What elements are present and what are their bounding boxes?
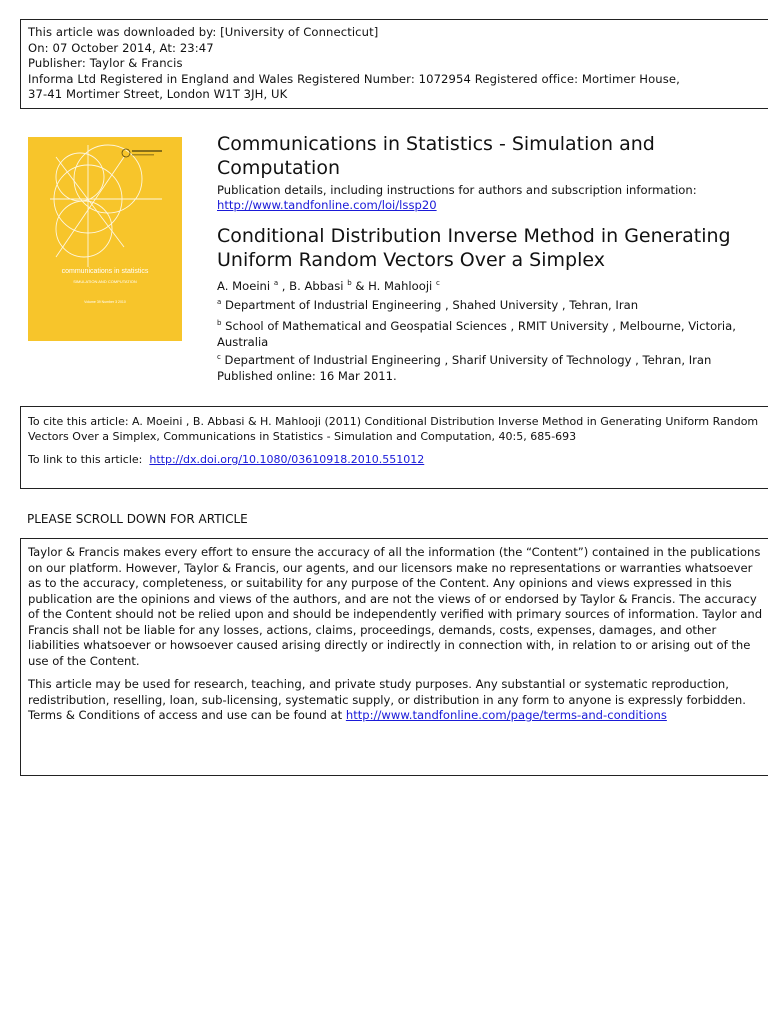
affiliation-b bbox=[217, 315, 737, 350]
author-name: A. Moeini bbox=[217, 279, 271, 293]
affiliation-text: Department of Industrial Engineering , Shahed University , Tehran, Iran bbox=[224, 298, 639, 312]
journal-title: Communications in Statistics - Simulation and Computation bbox=[217, 133, 655, 179]
affiliation-sup: b bbox=[217, 319, 222, 327]
author-name: B. Abbasi bbox=[289, 279, 344, 293]
author-name: H. Mahlooji bbox=[368, 279, 433, 293]
journal-url-link[interactable]: http://www.tandfonline.com/loi/lssp20 bbox=[217, 198, 437, 212]
terms-link[interactable]: http://www.tandfonline.com/page/terms-and-conditions bbox=[345, 708, 667, 722]
article-link-line bbox=[28, 452, 768, 467]
terms-paragraph bbox=[28, 677, 768, 724]
download-date-line: On: 07 October 2014, At: 23:47 bbox=[28, 40, 214, 55]
author-affil-sup: a bbox=[273, 279, 279, 287]
author-separator: & bbox=[351, 279, 369, 293]
disclaimer-paragraph: Taylor & Francis makes every effort to ensure the accuracy of all the information (the “Content”) contained in the publications on our platform. However, Taylor & Francis, our agents, and our licensors make no representations or warranties whatsoever as to the accuracy, completeness, or suitability for any purpose of the Content. Any opinions and views expressed in this publication are the opinions and views of the authors, and are not the views of or endorsed by Taylor & Francis. The accuracy of the Content should not be relied upon and should be independently verified with primary sources of information. Taylor and Francis shall not be liable for any losses, actions, claims, proceedings, demands, costs, expenses, damages, and other liabilities whatsoever or howsoever caused arising directly or indirectly in connection with, in relation to or arising out of the use of the Content. bbox=[28, 545, 763, 668]
publisher-line: Publisher: Taylor & Francis bbox=[28, 56, 183, 71]
cover-artwork bbox=[28, 137, 182, 341]
published-date: Published online: 16 Mar 2011. bbox=[217, 369, 397, 383]
affiliation-text: Department of Industrial Engineering , Sharif University of Technology , Tehran, Iran bbox=[224, 353, 712, 367]
scroll-down-notice: PLEASE SCROLL DOWN FOR ARTICLE bbox=[27, 512, 248, 526]
cover-subtitle: SIMULATION AND COMPUTATION bbox=[73, 279, 137, 284]
affiliation-text: School of Mathematical and Geospatial Sciences , RMIT University , Melbourne, Victoria, Australia bbox=[217, 319, 736, 349]
citation-box bbox=[20, 406, 768, 489]
download-info-box bbox=[20, 19, 768, 109]
author-separator: , bbox=[278, 279, 290, 293]
affiliation-sup: a bbox=[217, 298, 222, 306]
terms-text: This article may be used for research, teaching, and private study purposes. Any substantial or systematic reproduction, redistribution, reselling, loan, sub-licensing, systematic supply, or distribution in any form to anyone is expressly forbidden. Terms & Conditions of access and use can be found at bbox=[28, 677, 746, 722]
cover-issue: Volume 39 Number 3 2010 bbox=[84, 300, 126, 304]
author-list bbox=[217, 275, 440, 294]
article-title: Conditional Distribution Inverse Method in Generating Uniform Random Vectors Over a Simplex bbox=[217, 225, 731, 271]
address-line: 37-41 Mortimer Street, London W1T 3JH, UK bbox=[28, 87, 288, 102]
journal-cover-image bbox=[28, 137, 182, 341]
author-affil-sup: c bbox=[435, 279, 440, 287]
author-affil-sup: b bbox=[347, 279, 352, 287]
affiliation-a bbox=[217, 294, 737, 313]
article-link-label: To link to this article: bbox=[28, 453, 143, 466]
registration-line: Informa Ltd Registered in England and Wales Registered Number: 1072954 Registered office: Mortimer House, bbox=[28, 71, 680, 86]
affiliation-sup: c bbox=[217, 353, 221, 361]
download-line: This article was downloaded by: [University of Connecticut] bbox=[28, 25, 379, 39]
citation-text: To cite this article: A. Moeini , B. Abbasi & H. Mahlooji (2011) Conditional Distribution Inverse Method in Generating Uniform Random Vectors Over a Simplex, Communications in Statistics - Simulation and Computation, 40:5, 685-693 bbox=[28, 415, 759, 443]
disclaimer-box bbox=[20, 538, 768, 776]
doi-link[interactable]: http://dx.doi.org/10.1080/03610918.2010.551012 bbox=[149, 453, 425, 466]
publication-details: Publication details, including instructions for authors and subscription information: bbox=[217, 183, 697, 197]
cover-journal-name: communications in statistics bbox=[61, 268, 149, 275]
affiliation-c bbox=[217, 349, 737, 368]
